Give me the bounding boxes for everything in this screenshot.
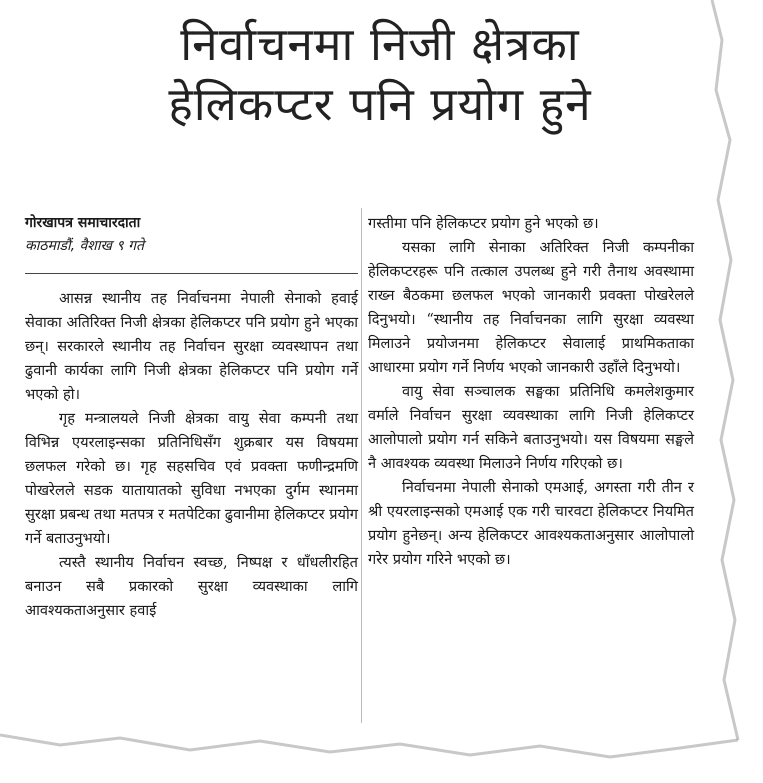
paragraph: त्यस्तै स्थानीय निर्वाचन स्वच्छ, निष्पक्ष र धाँधलीरहित बनाउन सबै प्रकारको सुरक्षा व्यवस्थाका लागि आवश्यकताअनुसार हवाई	[25, 554, 358, 619]
paragraph: आसन्न स्थानीय तह निर्वाचनमा नेपाली सेनाको हवाई सेवाका अतिरिक्त निजी क्षेत्रका हेलिकप्टर पनि प्रयोग हुने भएका छन्। सरकारले स्थानीय तह निर्वाचन सुरक्षा व्यवस्थापन तथा ढुवानी कार्यका लागि निजी क्षेत्रका हेलिकप्टर पनि प्रयोग गर्ने भएको हो।	[25, 290, 358, 403]
article-column-right	[368, 212, 694, 572]
byline-divider	[25, 273, 358, 274]
headline	[40, 14, 720, 134]
headline-line-2: हेलिकप्टर पनि प्रयोग हुने	[168, 77, 592, 131]
byline	[25, 212, 350, 258]
headline-line-1: निर्वाचनमा निजी क्षेत्रका	[180, 17, 580, 71]
paragraph: वायु सेवा सञ्चालक सङ्घका प्रतिनिधि कमलेशकुमार वर्माले निर्वाचन सुरक्षा व्यवस्थाका लागि निजी हेलिकप्टर आलोपालो प्रयोग गर्न सकिने बताउनुभयो। यस विषयमा सङ्घले नै आवश्यक व्यवस्था मिलाउने निर्णय गरिएको छ।	[368, 383, 694, 472]
paragraph: निर्वाचनमा नेपाली सेनाको एमआई, अगस्ता गरी तीन र श्री एयरलाइन्सको एमआई एक गरी चारवटा हेलिकप्टर नियमित प्रयोग हुनेछन्। अन्य हेलिकप्टर आवश्यकताअनुसार आलोपालो गरेर प्रयोग गरिने भएको छ।	[368, 479, 694, 568]
dateline: काठमाडौं, वैशाख ९ गते	[25, 238, 144, 254]
article-column-left	[25, 287, 358, 623]
reporter-name: गोरखापत्र समाचारदाता	[25, 215, 141, 231]
paragraph: गृह मन्त्रालयले निजी क्षेत्रका वायु सेवा कम्पनी तथा विभिन्न एयरलाइन्सका प्रतिनिधिसँग शुक्रबार यस विषयमा छलफल गरेको छ। गृह सहसचिव एवं प्रवक्ता फणीन्द्रमणि पोखरेलले सडक यातायातको सुविधा नभएका दुर्गम स्थानमा सुरक्षा प्रबन्ध तथा मतपत्र र मतपेटिका ढुवानीमा हेलिकप्टर प्रयोग गर्ने बताउनुभयो।	[25, 410, 358, 547]
paragraph: यसका लागि सेनाका अतिरिक्त निजी कम्पनीका हेलिकप्टरहरू पनि तत्काल उपलब्ध हुने गरी तैनाथ अवस्थामा राख्न बैठकमा छलफल भएको जानकारी प्रवक्ता पोखरेलले दिनुभयो। “स्थानीय तह निर्वाचनका लागि सुरक्षा व्यवस्था मिलाउने प्रयोजनमा हेलिकप्टर सेवालाई प्राथमिकताका आधारमा प्रयोग गर्ने निर्णय भएको जानकारी उहाँले दिनुभयो।	[368, 239, 694, 376]
column-divider	[361, 208, 362, 723]
paragraph-continuation: गस्तीमा पनि हेलिकप्टर प्रयोग हुने भएको छ।	[368, 215, 599, 232]
